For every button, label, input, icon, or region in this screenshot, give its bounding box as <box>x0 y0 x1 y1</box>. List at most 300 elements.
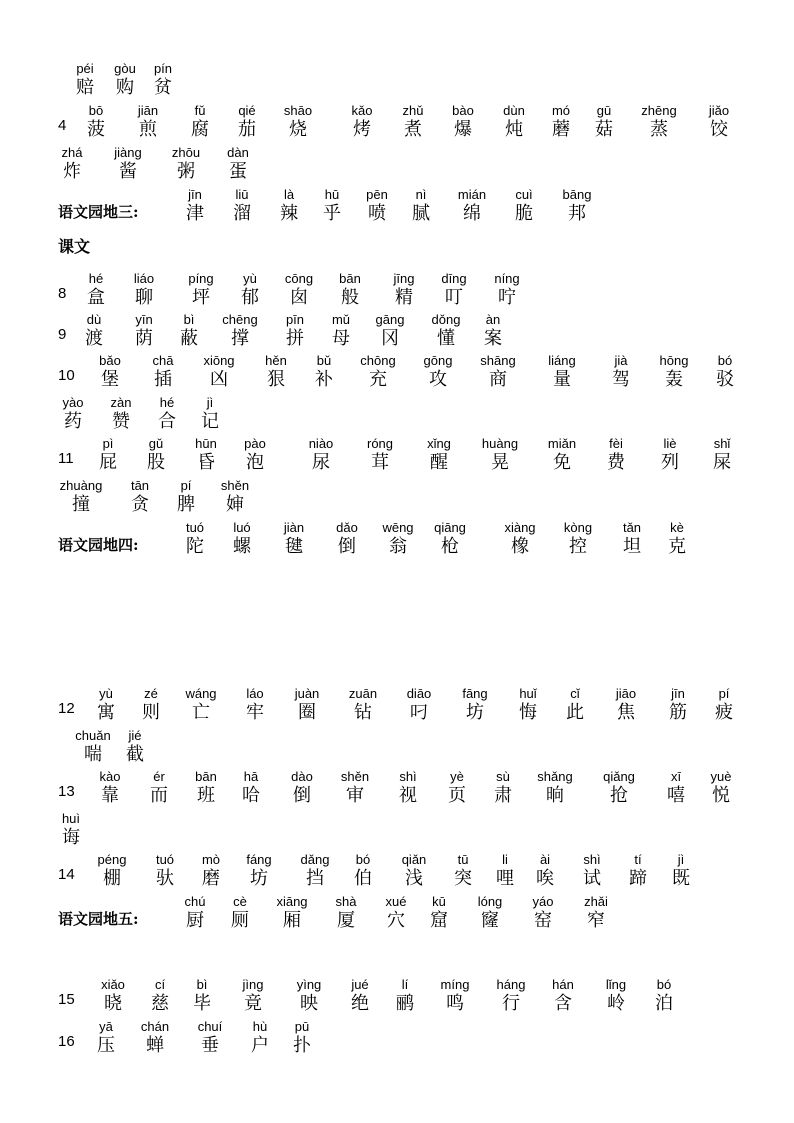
pinyin: hā <box>243 769 259 784</box>
pinyin: kào <box>99 769 121 784</box>
vocab-item <box>321 519 373 558</box>
pinyin: xué <box>385 894 407 909</box>
vocab-item <box>176 976 228 1015</box>
vocab-item <box>474 435 526 474</box>
pinyin: kǎo <box>351 103 373 118</box>
vocab-item <box>467 311 519 350</box>
hanzi: 毽 <box>285 536 303 557</box>
vocab-item <box>70 270 122 309</box>
vocab-item <box>269 311 321 350</box>
pinyin: xiāng <box>276 894 308 909</box>
vocab-item <box>424 519 476 558</box>
vocab-item <box>160 144 212 183</box>
pinyin: bó <box>656 977 672 992</box>
hanzi: 懂 <box>437 328 455 349</box>
hanzi: 煮 <box>404 119 422 140</box>
hanzi: 腻 <box>412 203 430 224</box>
vocab-item <box>122 102 174 141</box>
hanzi: 泊 <box>655 993 673 1014</box>
vocab-item <box>477 768 529 807</box>
hanzi: 圈 <box>298 702 316 723</box>
hanzi: 诲 <box>62 827 80 848</box>
pinyin: yào <box>62 395 84 410</box>
hanzi: 赞 <box>112 411 130 432</box>
pinyin: chuǎn <box>75 728 111 743</box>
vocab-item <box>80 1018 132 1057</box>
vocab-row <box>0 768 794 812</box>
pinyin: yìng <box>296 977 322 992</box>
hanzi: 坊 <box>466 702 484 723</box>
pinyin: pīn <box>285 312 305 327</box>
pinyin: yā <box>99 1019 113 1034</box>
pinyin: róng <box>366 436 394 451</box>
pinyin: pì <box>102 436 114 451</box>
pinyin: cōng <box>284 271 314 286</box>
hanzi: 津 <box>186 203 204 224</box>
lesson-number: 10 <box>58 367 75 384</box>
hanzi: 免 <box>553 452 571 473</box>
pinyin: shěn <box>340 769 370 784</box>
pinyin: lǐng <box>605 977 627 992</box>
hanzi: 屁 <box>99 452 117 473</box>
pinyin: xiàng <box>504 520 536 535</box>
hanzi: 饺 <box>710 119 728 140</box>
pinyin: bì <box>183 312 195 327</box>
hanzi: 案 <box>484 328 502 349</box>
vocab-item <box>227 976 279 1015</box>
vocab-row <box>0 270 794 314</box>
vocab-item <box>393 685 445 724</box>
pinyin: míng <box>440 977 470 992</box>
vocab-row <box>0 1018 794 1062</box>
hanzi: 尿 <box>312 452 330 473</box>
pinyin: shāo <box>283 103 313 118</box>
hanzi: 翁 <box>389 536 407 557</box>
pinyin: bào <box>452 103 474 118</box>
pinyin: cuì <box>515 187 533 202</box>
vocab-item <box>481 270 533 309</box>
vocab-item <box>648 352 700 391</box>
vocab-row <box>0 477 794 521</box>
vocab-item <box>429 976 481 1015</box>
vocab-item <box>193 352 245 391</box>
hanzi: 行 <box>502 993 520 1014</box>
hanzi: 炸 <box>63 161 81 182</box>
hanzi: 陀 <box>186 536 204 557</box>
pinyin: jīng <box>393 271 415 286</box>
vocab-item <box>593 768 645 807</box>
hanzi: 乎 <box>323 203 341 224</box>
vocab-row <box>0 851 794 895</box>
vocab-item <box>180 435 232 474</box>
pinyin: hé <box>88 271 104 286</box>
vocab-item <box>595 352 647 391</box>
vocab-item <box>379 976 431 1015</box>
pinyin: jīn <box>671 686 685 701</box>
hanzi: 此 <box>566 702 584 723</box>
hanzi: 购 <box>116 77 134 98</box>
vocab-item <box>488 102 540 141</box>
hanzi: 拼 <box>286 328 304 349</box>
vocab-item <box>437 102 489 141</box>
pinyin: shì <box>399 769 417 784</box>
pinyin: dǎo <box>336 520 358 535</box>
hanzi: 嘻 <box>667 785 685 806</box>
vocab-item <box>485 976 537 1015</box>
hanzi: 郁 <box>241 287 259 308</box>
vocab-item <box>229 685 281 724</box>
pinyin: jié <box>128 728 142 743</box>
hanzi: 鸣 <box>446 993 464 1014</box>
vocab-item <box>118 270 170 309</box>
pinyin: tǎn <box>622 520 642 535</box>
section-heading: 课文 <box>58 237 91 256</box>
pinyin: chōng <box>360 353 396 368</box>
hanzi: 精 <box>395 287 413 308</box>
pinyin: cí <box>154 977 166 992</box>
hanzi: 蹄 <box>629 868 647 889</box>
vocab-row <box>0 519 794 563</box>
vocab-item <box>638 976 690 1015</box>
pinyin: jià <box>614 353 628 368</box>
pinyin: zhēng <box>641 103 677 118</box>
hanzi: 压 <box>97 1035 115 1056</box>
pinyin: liū <box>235 187 249 202</box>
vocab-item <box>216 519 268 558</box>
pinyin: àn <box>485 312 501 327</box>
vocab-item <box>137 352 189 391</box>
hanzi: 炖 <box>505 119 523 140</box>
pinyin: hé <box>159 395 175 410</box>
hanzi: 商 <box>489 369 507 390</box>
pinyin: diāo <box>406 686 432 701</box>
pinyin: zhǔ <box>402 103 424 118</box>
vocab-item <box>47 394 99 433</box>
hanzi: 控 <box>569 536 587 557</box>
pinyin: liáng <box>548 353 576 368</box>
hanzi: 审 <box>346 785 364 806</box>
hanzi: 靠 <box>101 785 119 806</box>
vocab-row <box>0 60 794 104</box>
pinyin: jīn <box>188 187 202 202</box>
hanzi: 腐 <box>191 119 209 140</box>
vocab-item <box>472 352 524 391</box>
pinyin: bō <box>88 103 104 118</box>
pinyin: láo <box>246 686 264 701</box>
pinyin: huì <box>61 811 81 826</box>
hanzi: 枪 <box>441 536 459 557</box>
vocab-item <box>324 270 376 309</box>
vocab-item <box>494 519 546 558</box>
pinyin: jìng <box>242 977 264 992</box>
pinyin: chēng <box>222 312 258 327</box>
hanzi: 钻 <box>354 702 372 723</box>
pinyin: wēng <box>382 520 414 535</box>
pinyin: dù <box>86 312 102 327</box>
hanzi: 哈 <box>242 785 260 806</box>
vocab-item <box>184 394 236 433</box>
vocab-item <box>652 685 704 724</box>
vocab-item <box>431 768 483 807</box>
lesson-number: 12 <box>58 700 75 717</box>
vocab-row <box>0 893 794 937</box>
pinyin: tí <box>634 852 642 867</box>
pinyin: fǔ <box>194 103 206 118</box>
pinyin: bì <box>196 977 208 992</box>
pinyin: háng <box>496 977 526 992</box>
pinyin: píng <box>188 271 214 286</box>
hanzi: 狠 <box>267 369 285 390</box>
pinyin: tū <box>457 852 469 867</box>
hanzi: 煎 <box>139 119 157 140</box>
vocab-item <box>502 685 554 724</box>
vocab-item <box>169 519 221 558</box>
pinyin: zhá <box>61 145 83 160</box>
pinyin: miǎn <box>547 436 577 451</box>
hanzi: 班 <box>197 785 215 806</box>
hanzi: 棚 <box>103 868 121 889</box>
hanzi: 既 <box>672 868 690 889</box>
hanzi: 浅 <box>405 868 423 889</box>
vocab-item <box>45 810 97 849</box>
pinyin: dǒng <box>431 312 461 327</box>
pinyin: nì <box>415 187 427 202</box>
hanzi: 橡 <box>511 536 529 557</box>
vocab-item <box>464 893 516 932</box>
hanzi: 坦 <box>623 536 641 557</box>
hanzi: 页 <box>448 785 466 806</box>
vocab-item <box>84 768 136 807</box>
pinyin: jiàng <box>114 145 142 160</box>
pinyin: shà <box>335 894 357 909</box>
hanzi: 蔽 <box>180 328 198 349</box>
vocab-item <box>695 768 747 807</box>
hanzi: 攻 <box>429 369 447 390</box>
vocab-row <box>0 810 794 854</box>
vocab-row <box>0 727 794 771</box>
vocab-item <box>519 851 571 890</box>
vocab-item <box>449 685 501 724</box>
hanzi: 倒 <box>293 785 311 806</box>
vocab-item <box>133 768 185 807</box>
vocab-item <box>114 477 166 516</box>
vocab-row <box>0 394 794 438</box>
pinyin: dào <box>291 769 313 784</box>
unit-heading: 语文园地四: <box>58 536 139 554</box>
pinyin: gū <box>596 103 612 118</box>
hanzi: 爆 <box>454 119 472 140</box>
pinyin: xī <box>670 769 682 784</box>
pinyin: mǔ <box>331 312 351 327</box>
pinyin: fāng <box>462 686 488 701</box>
pinyin: fáng <box>246 852 272 867</box>
vocab-item <box>651 519 703 558</box>
pinyin: shǐ <box>713 436 731 451</box>
pinyin: pí <box>180 478 192 493</box>
vocab-item <box>337 851 389 890</box>
vocab-item <box>70 102 122 141</box>
hanzi: 坊 <box>250 868 268 889</box>
hanzi: 合 <box>158 411 176 432</box>
hanzi: 列 <box>661 452 679 473</box>
hanzi: 含 <box>554 993 572 1014</box>
hanzi: 堡 <box>101 369 119 390</box>
pinyin: ài <box>539 852 551 867</box>
vocab-item <box>517 893 569 932</box>
pinyin: bó <box>717 353 733 368</box>
vocab-item <box>229 435 281 474</box>
pinyin: gǔ <box>148 436 164 451</box>
vocab-item <box>139 851 191 890</box>
hanzi: 轰 <box>665 369 683 390</box>
vocab-item <box>272 102 324 141</box>
vocab-item <box>276 768 328 807</box>
hanzi: 贪 <box>131 494 149 515</box>
vocab-item <box>428 270 480 309</box>
vocab-row <box>0 186 794 230</box>
lesson-number: 16 <box>58 1033 75 1050</box>
hanzi: 焦 <box>617 702 635 723</box>
hanzi: 蒸 <box>650 119 668 140</box>
vocab-item <box>225 768 277 807</box>
hanzi: 囱 <box>290 287 308 308</box>
pinyin: bǔ <box>316 353 332 368</box>
vocab-item <box>698 685 750 724</box>
pinyin: ér <box>153 769 165 784</box>
vocab-item <box>216 186 268 225</box>
pinyin: gòu <box>114 61 136 76</box>
hanzi: 屎 <box>713 452 731 473</box>
pinyin: li <box>502 852 508 867</box>
hanzi: 厕 <box>231 910 249 931</box>
pinyin: dǎng <box>300 852 330 867</box>
pinyin: péng <box>97 852 127 867</box>
vocab-item <box>95 394 147 433</box>
pinyin: tuó <box>155 852 175 867</box>
vocab-item <box>266 893 318 932</box>
pinyin: yáo <box>532 894 554 909</box>
vocab-item <box>536 435 588 474</box>
hanzi: 冈 <box>381 328 399 349</box>
pinyin: tān <box>130 478 150 493</box>
pinyin: shāng <box>480 353 516 368</box>
hanzi: 慈 <box>151 993 169 1014</box>
pinyin: bāng <box>562 187 592 202</box>
pinyin: zàn <box>110 395 132 410</box>
hanzi: 母 <box>332 328 350 349</box>
vocab-item <box>175 270 227 309</box>
vocab-item <box>551 186 603 225</box>
vocab-row <box>0 352 794 396</box>
pinyin: qiǎn <box>401 852 427 867</box>
unit-heading: 语文园地五: <box>58 910 139 928</box>
hanzi: 唉 <box>536 868 554 889</box>
pinyin: pín <box>153 61 173 76</box>
vocab-row <box>0 685 794 729</box>
hanzi: 悔 <box>519 702 537 723</box>
vocab-item <box>129 1018 181 1057</box>
hanzi: 充 <box>369 369 387 390</box>
vocab-item <box>354 435 406 474</box>
lesson-number: 14 <box>58 866 75 883</box>
pinyin: chuí <box>197 1019 223 1034</box>
vocab-item <box>68 311 120 350</box>
hanzi: 晃 <box>491 452 509 473</box>
pinyin: mián <box>457 187 487 202</box>
vocab-item <box>221 102 273 141</box>
vocab-item <box>174 102 226 141</box>
vocab-item <box>352 352 404 391</box>
pinyin: cǐ <box>570 686 580 701</box>
pinyin: gōng <box>423 353 453 368</box>
hanzi: 磨 <box>202 868 220 889</box>
vocab-item <box>214 311 266 350</box>
vocab-item <box>696 435 748 474</box>
pinyin: hěn <box>265 353 287 368</box>
vocab-item <box>209 477 261 516</box>
vocab-item <box>283 976 335 1015</box>
vocab-item <box>184 1018 236 1057</box>
vocab-item <box>693 102 745 141</box>
hanzi: 户 <box>251 1035 269 1056</box>
hanzi: 邦 <box>568 203 586 224</box>
hanzi: 脾 <box>177 494 195 515</box>
hanzi: 哩 <box>496 868 514 889</box>
pinyin: hù <box>252 1019 268 1034</box>
vocab-item <box>160 477 212 516</box>
hanzi: 药 <box>64 411 82 432</box>
hanzi: 垂 <box>201 1035 219 1056</box>
lesson-number: 4 <box>58 117 67 134</box>
vocab-item <box>163 311 215 350</box>
vocab-item <box>388 851 440 890</box>
pinyin: xǐng <box>427 436 451 451</box>
pinyin: zuān <box>348 686 378 701</box>
vocab-item <box>570 893 622 932</box>
pinyin: pēn <box>366 187 388 202</box>
hanzi: 蘑 <box>552 119 570 140</box>
pinyin: zhǎi <box>584 894 608 909</box>
hanzi: 则 <box>142 702 160 723</box>
vocab-item <box>315 311 367 350</box>
hanzi: 绵 <box>463 203 481 224</box>
pinyin: mò <box>201 852 221 867</box>
hanzi: 叼 <box>410 702 428 723</box>
hanzi: 坪 <box>192 287 210 308</box>
hanzi: 驾 <box>612 369 630 390</box>
hanzi: 绝 <box>351 993 369 1014</box>
vocab-item <box>372 519 424 558</box>
pinyin: xiǎo <box>101 977 125 992</box>
pinyin: bān <box>339 271 361 286</box>
hanzi: 穴 <box>387 910 405 931</box>
vocab-item <box>320 893 372 932</box>
vocab-item <box>214 893 266 932</box>
hanzi: 辣 <box>280 203 298 224</box>
pinyin: pū <box>294 1019 310 1034</box>
vocab-item <box>378 270 430 309</box>
pinyin: lí <box>401 977 409 992</box>
pinyin: kū <box>432 894 446 909</box>
vocab-row <box>0 144 794 188</box>
hanzi: 晓 <box>104 993 122 1014</box>
pinyin: gāng <box>375 312 405 327</box>
pinyin: qié <box>238 103 256 118</box>
hanzi: 记 <box>201 411 219 432</box>
hanzi: 酱 <box>119 161 137 182</box>
lesson-number: 13 <box>58 783 75 800</box>
hanzi: 克 <box>668 536 686 557</box>
